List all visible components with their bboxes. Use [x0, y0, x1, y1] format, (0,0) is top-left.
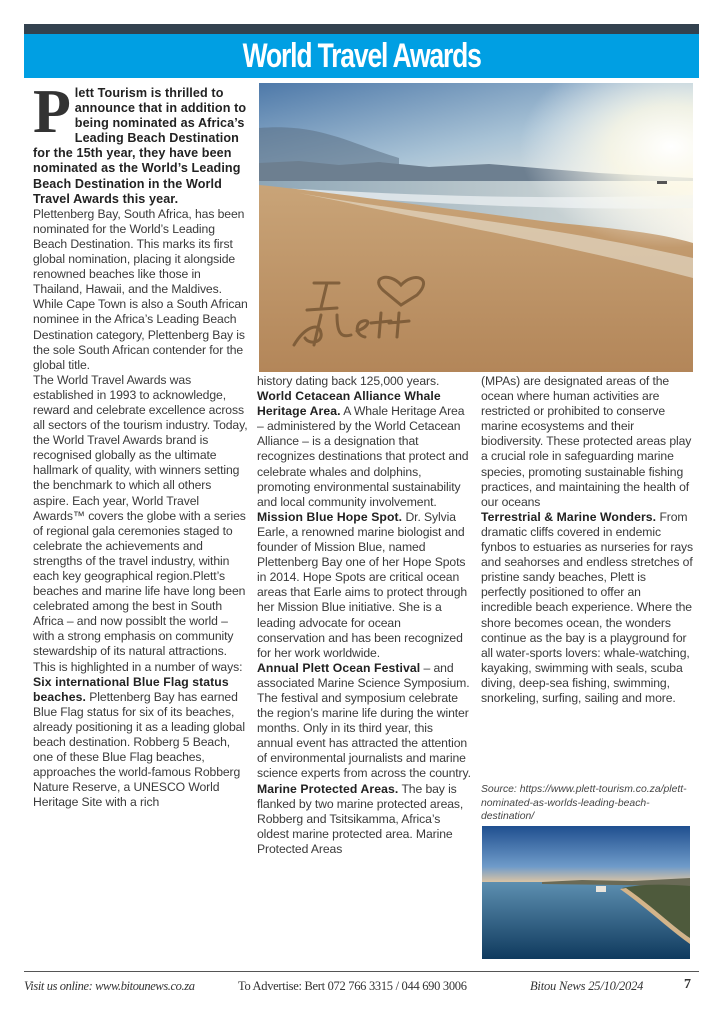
highlight-wonders — [481, 510, 693, 706]
highlight-heading: World Cetacean Alliance Whale Heritage Area. — [257, 389, 441, 419]
highlight-text: Plettenberg Bay has earned Blue Flag status for six of its beaches, already positioning it as a leading global beach destination. Robberg 5 Beach, one of these Blue Flag beaches, approaches the world-famous Robberg Nature Reserve, a UNESCO World Heritage Site with a rich — [33, 689, 245, 810]
bay-aerial-illustration — [482, 826, 690, 959]
footer-website-link[interactable]: Visit us online: www.bitounews.co.za — [24, 979, 195, 993]
lead-text: lett Tourism is thrilled to announce that in addition to being nominated as Africa’s Leading Beach Destination for the 15th year, they have been nominated as the World’s Leading Beach Destination in the World Travel Awards this year. — [33, 86, 247, 206]
paragraph: This is highlighted in a number of ways: — [33, 659, 243, 674]
beach-photo-illustration — [259, 83, 693, 372]
highlight-heading: Annual Plett Ocean Festival — [257, 660, 421, 675]
paragraph-continuation: history dating back 125,000 years. — [257, 374, 440, 388]
highlight-mpa — [257, 782, 471, 857]
highlight-text: A Whale Heritage Area – administered by the World Cetacean Alliance – is a designation that recognizes destinations that protect and celebrate whales and dolphins, promoting environmental sustainability and local community involvement. — [257, 404, 469, 509]
beach-photo — [259, 83, 693, 372]
bay-aerial-photo — [482, 826, 690, 959]
highlight-heading: Terrestrial & Marine Wonders. — [481, 509, 657, 524]
highlight-heading: Mission Blue Hope Spot. — [257, 509, 403, 524]
lead-paragraph — [33, 78, 248, 207]
source-citation: Source: https://www.plett-tourism.co.za/plett-nominated-as-worlds-leading-beach-destination/ — [481, 784, 687, 822]
highlight-mission-blue — [257, 510, 471, 661]
highlight-blue-flag — [33, 675, 248, 811]
title-banner — [24, 34, 699, 78]
highlight-text: Dr. Sylvia Earle, a renowned marine biologist and founder of Mission Blue, named Plettenberg Bay one of her Hope Spots in 2014. Hope Spots are critical ocean areas that Earle aims to protect through her Mission Blue initiative. She is a leading advocate for ocean conservation and has been recognized for her work worldwide. — [257, 509, 468, 660]
article-column-3 — [481, 374, 693, 706]
highlight-ocean-festival — [257, 661, 471, 782]
highlight-text: – and associated Marine Science Symposium. The festival and symposium celebrate the region’s marine life during the winter months. Only in its third year, this annual event has attracted the attention of environmental journalists and marine science experts from across the country. — [257, 660, 471, 781]
page-number: 7 — [684, 977, 691, 992]
drop-cap: P — [33, 78, 71, 146]
highlight-heading: Six international Blue Flag status beaches. — [33, 674, 229, 704]
highlight-text: From dramatic cliffs covered in endemic fynbos to estuaries as nurseries for rays and seahorses and endless stretches of pristine sandy beaches, Plett is perfectly positioned to offer an incredible beach experience. Where the shore becomes ocean, the wonders continue as the bay is a playground for all water-sports lovers: whale-watching, kayaking, swimming with seals, scuba diving, deep-sea fishing, swimming, snorkeling, surfing, sailing and more. — [481, 509, 693, 705]
footer-advertise: To Advertise: Bert 072 766 3315 / 044 690 3006 — [238, 979, 467, 993]
highlight-whale-heritage — [257, 389, 471, 510]
page-title: World Travel Awards — [242, 36, 481, 75]
header-bar — [24, 24, 699, 34]
article-column-2 — [257, 374, 471, 857]
paragraph-continuation: (MPAs) are designated areas of the ocean where human activities are restricted or prohibited to conserve marine ecosystems and their biodiversity. These protected areas play a crucial role in safeguarding marine species, promoting sustainable fishing practices, and maintaining the health of our oceans — [481, 374, 692, 509]
paragraph: Plettenberg Bay, South Africa, has been nominated for the World’s Leading Beach Destination. This marks its first global nomination, placing it alongside renowned beaches like those in Thailand, Hawaii, and the Maldives. While Cape Town is also a South African nominee in the Africa’s Leading Beach Destination category, Plettenberg Bay is the sole South African contender for the global title. — [33, 206, 248, 372]
footer-issue: Bitou News 25/10/2024 — [530, 979, 644, 993]
highlight-text: The bay is flanked by two marine protected areas, Robberg and Tsitsikamma, Africa’s oldest marine protected area. Marine Protected Areas — [257, 781, 464, 856]
footer-rule — [24, 971, 699, 972]
paragraph: The World Travel Awards was established in 1993 to acknowledge, reward and celebrate excellence across all sectors of the tourism industry. Today, the World Travel Awards brand is recognised globally as the ultimate hallmark of quality, with winners setting the benchmark to which all others aspire. Each year, World Travel Awards™ covers the globe with a series of regional gala ceremonies staged to celebrate the achievements and strengths of the travel industry, within each key geographical region.Plett’s beaches and marine life have long been celebrated among the best in South Africa – and now possiblt the world – with a strong emphasis on community stewardship of its natural attractions. — [33, 372, 248, 659]
highlight-heading: Marine Protected Areas. — [257, 781, 399, 796]
article-column-1 — [33, 78, 248, 811]
